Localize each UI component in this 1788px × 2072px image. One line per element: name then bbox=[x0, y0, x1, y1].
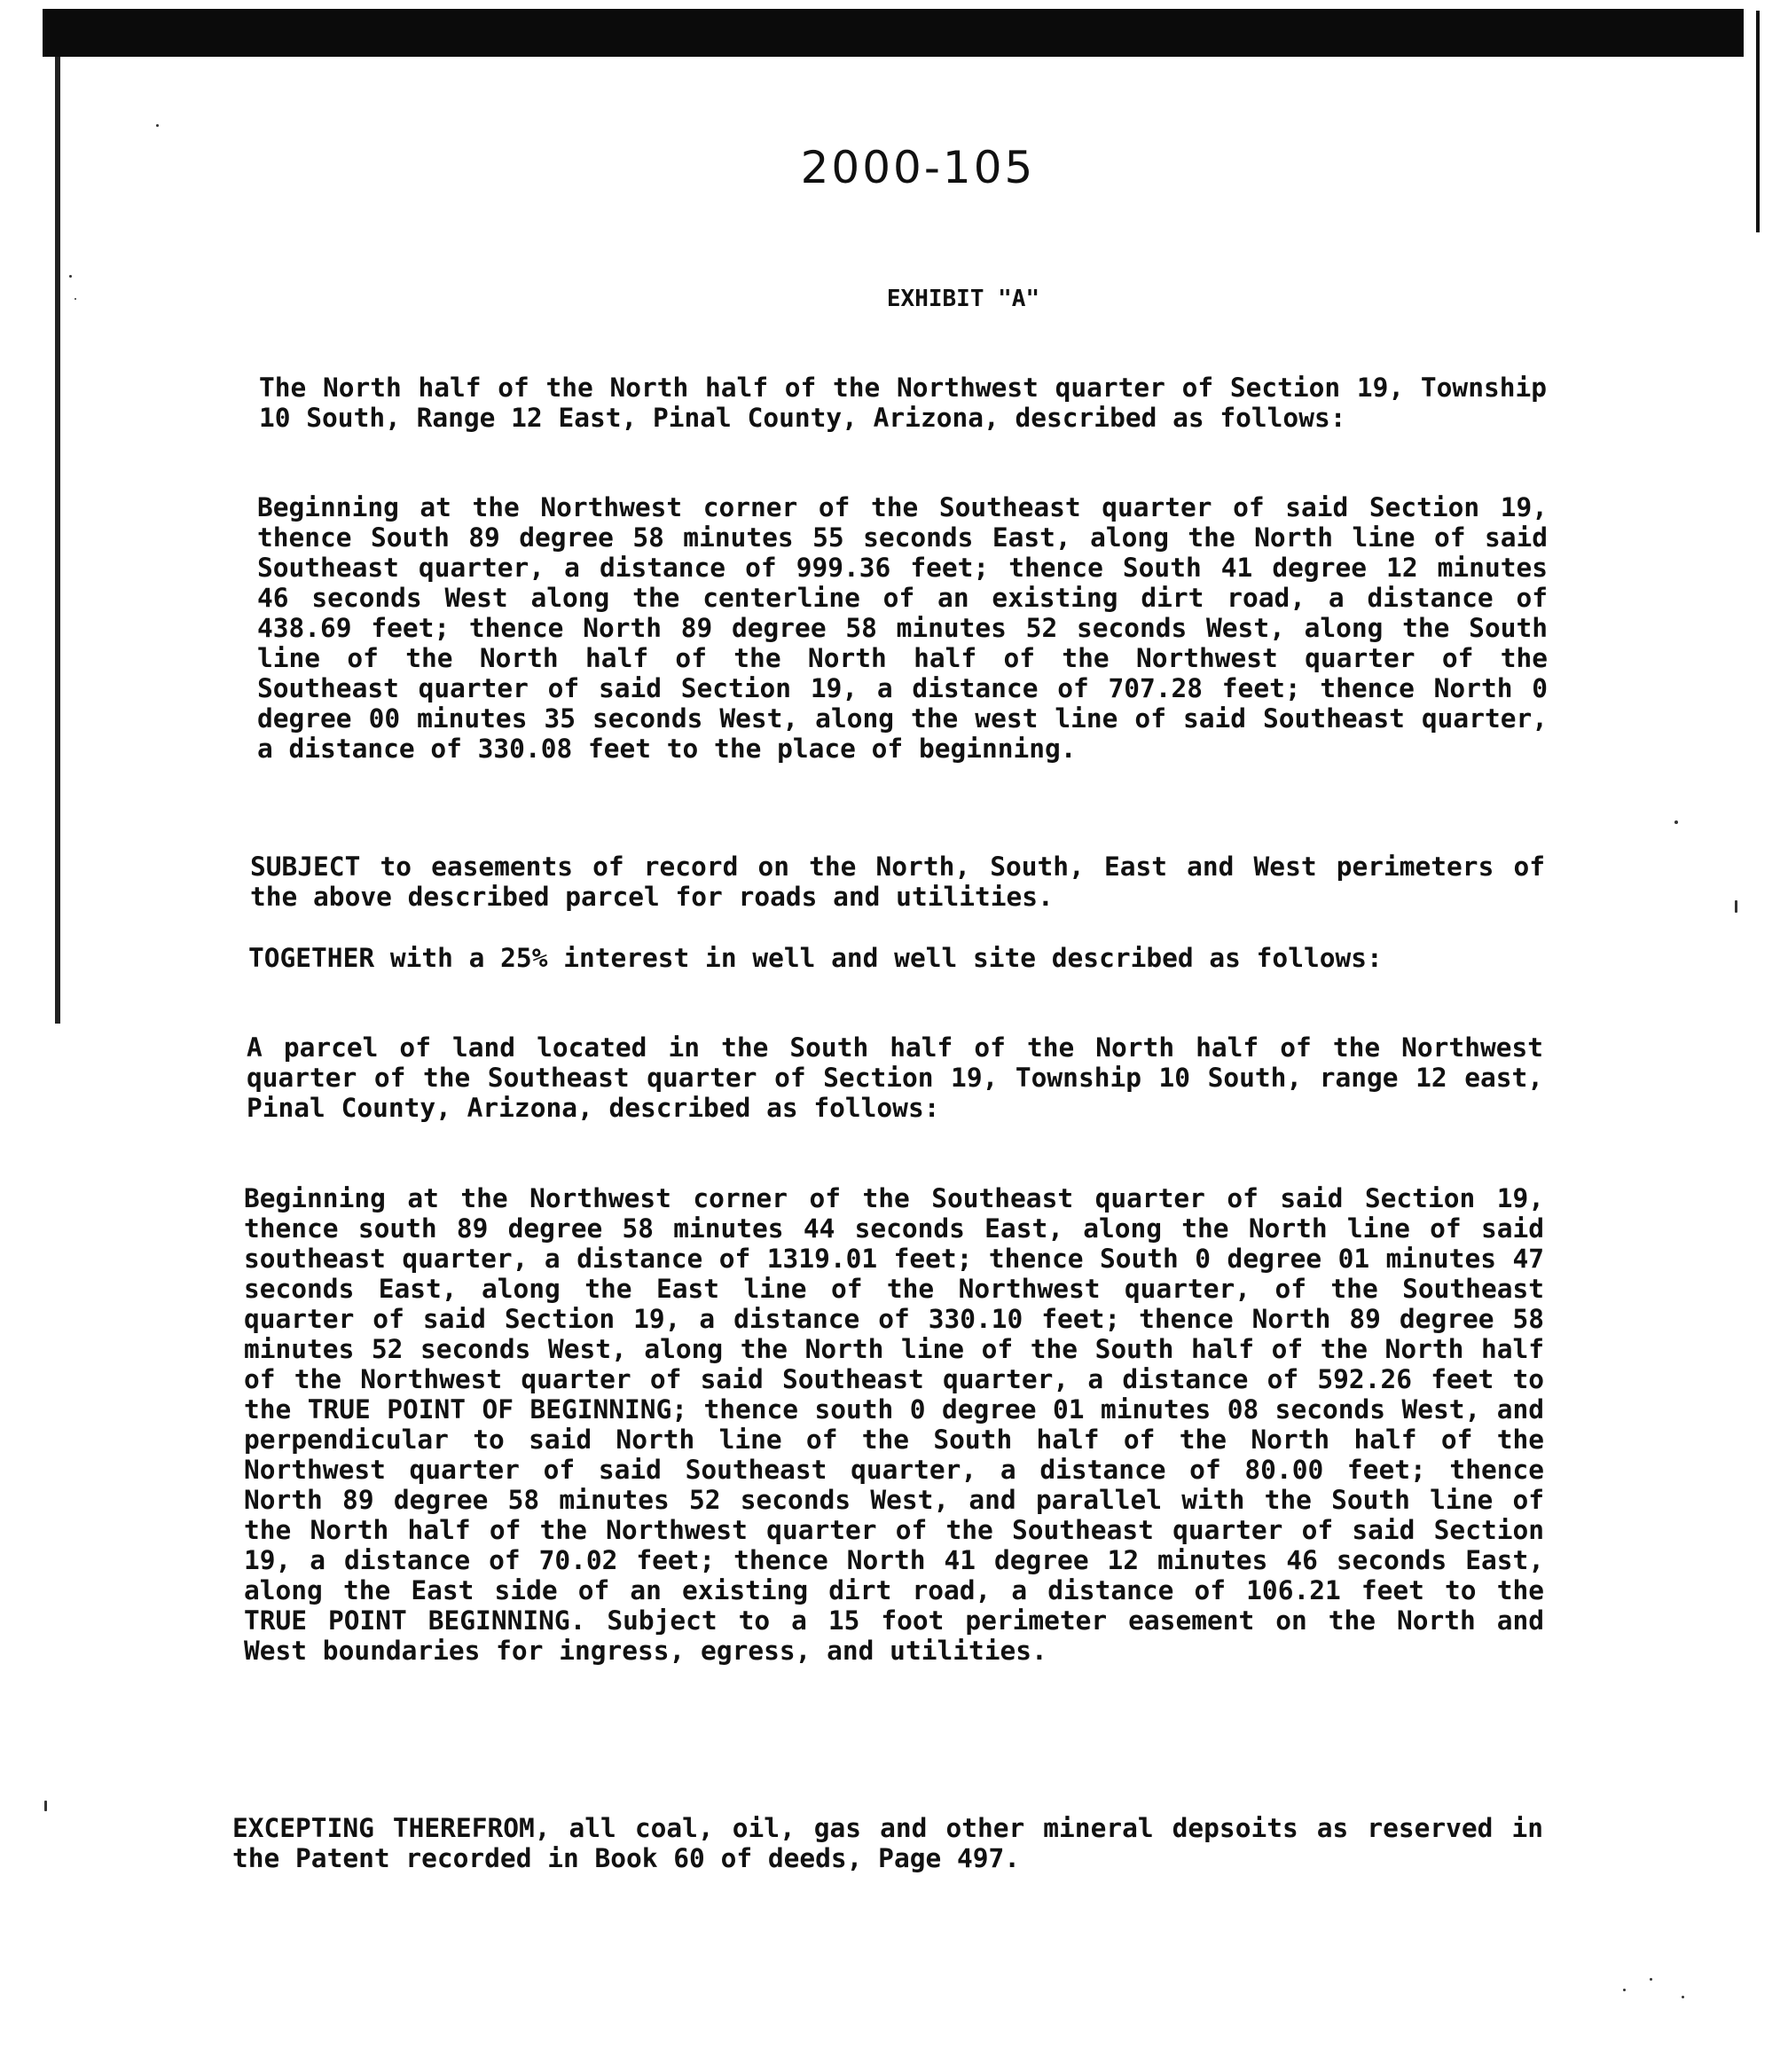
scan-right-border bbox=[1756, 11, 1760, 232]
scan-top-border bbox=[43, 9, 1744, 57]
scan-speck bbox=[1674, 820, 1678, 824]
scan-speck bbox=[1682, 1996, 1684, 1998]
scan-speck bbox=[44, 1801, 47, 1811]
scan-speck bbox=[1650, 1978, 1652, 1981]
scan-speck bbox=[1623, 1989, 1626, 1991]
document-number bbox=[0, 142, 1788, 193]
metes-and-bounds-paragraph: Beginning at the Northwest corner of the Southeast quarter of said Section 19, thence South 89 degree 58 minutes 55 seconds East, along the North line of said Southeast quarter, a distance of 999.36 feet; thence South 41 degree 12 minutes 46 seconds West along the centerline of an existing dirt road, a distance of 438.69 feet; thence North 89 degree 58 minutes 52 seconds West, along the South line of the North half of the North half of the Northwest quarter of the Southeast quarter of said Section 19, a distance of 707.28 feet; thence North 0 degree 00 minutes 35 seconds West, along the west line of said Southeast quarter, a distance of 330.08 feet to the place of beginning. bbox=[257, 492, 1548, 764]
exhibit-title-text: EXHIBIT "A" bbox=[886, 286, 1040, 312]
scan-speck bbox=[69, 275, 72, 278]
well-site-description-paragraph: Beginning at the Northwest corner of the Southeast quarter of said Section 19, thence south 89 degree 58 minutes 44 seconds East, along the North line of said southeast quarter, a distance of 1319.01 feet; thence South 0 degree 01 minutes 47 seconds East, along the East line of the Northwest quarter, of the Southeast quarter of said Section 19, a distance of 330.10 feet; thence North 89 degree 58 minutes 52 seconds West, along the North line of the South half of the North half of the Northwest quarter of said Southeast quarter, a distance of 592.26 feet to the TRUE POINT OF BEGINNING; thence south 0 degree 01 minutes 08 seconds West, and perpendicular to said North line of the South half of the North half of the Northwest quarter of said Southeast quarter, a distance of 80.00 feet; thence North 89 degree 58 minutes 52 seconds West, and parallel with the South line of the North half of the Northwest quarter of the Southeast quarter of said Section 19, a distance of 70.02 feet; thence North 41 degree 12 minutes 46 seconds East, along the East side of an existing dirt road, a distance of 106.21 feet to the TRUE POINT BEGINNING. Subject to a 15 foot perimeter easement on the North and West boundaries for ingress, egress, and utilities. bbox=[244, 1183, 1544, 1666]
scan-speck bbox=[1735, 900, 1737, 913]
scan-speck bbox=[156, 124, 159, 127]
document-number-text: 2000-105 bbox=[800, 142, 1036, 193]
well-parcel-paragraph: A parcel of land located in the South half of the North half of the Northwest quarter of the Southeast quarter of Section 19, Township 10 South, range 12 east, Pinal County, Arizona, described as follows: bbox=[247, 1032, 1543, 1123]
legal-description-paragraph: The North half of the North half of the Northwest quarter of Section 19, Township 10 South, Range 12 East, Pinal County, Arizona, described as follows: bbox=[259, 373, 1547, 433]
well-interest-paragraph: TOGETHER with a 25% interest in well and well site described as follows: bbox=[248, 943, 1383, 973]
scan-left-border bbox=[55, 57, 60, 1024]
mineral-exception-paragraph: EXCEPTING THEREFROM, all coal, oil, gas and other mineral depsoits as reserved in the Patent recorded in Book 60 of deeds, Page 497. bbox=[232, 1813, 1543, 1873]
exhibit-title bbox=[0, 286, 1788, 312]
easement-paragraph: SUBJECT to easements of record on the North, South, East and West perimeters of the above described parcel for roads and utilities. bbox=[250, 852, 1545, 912]
